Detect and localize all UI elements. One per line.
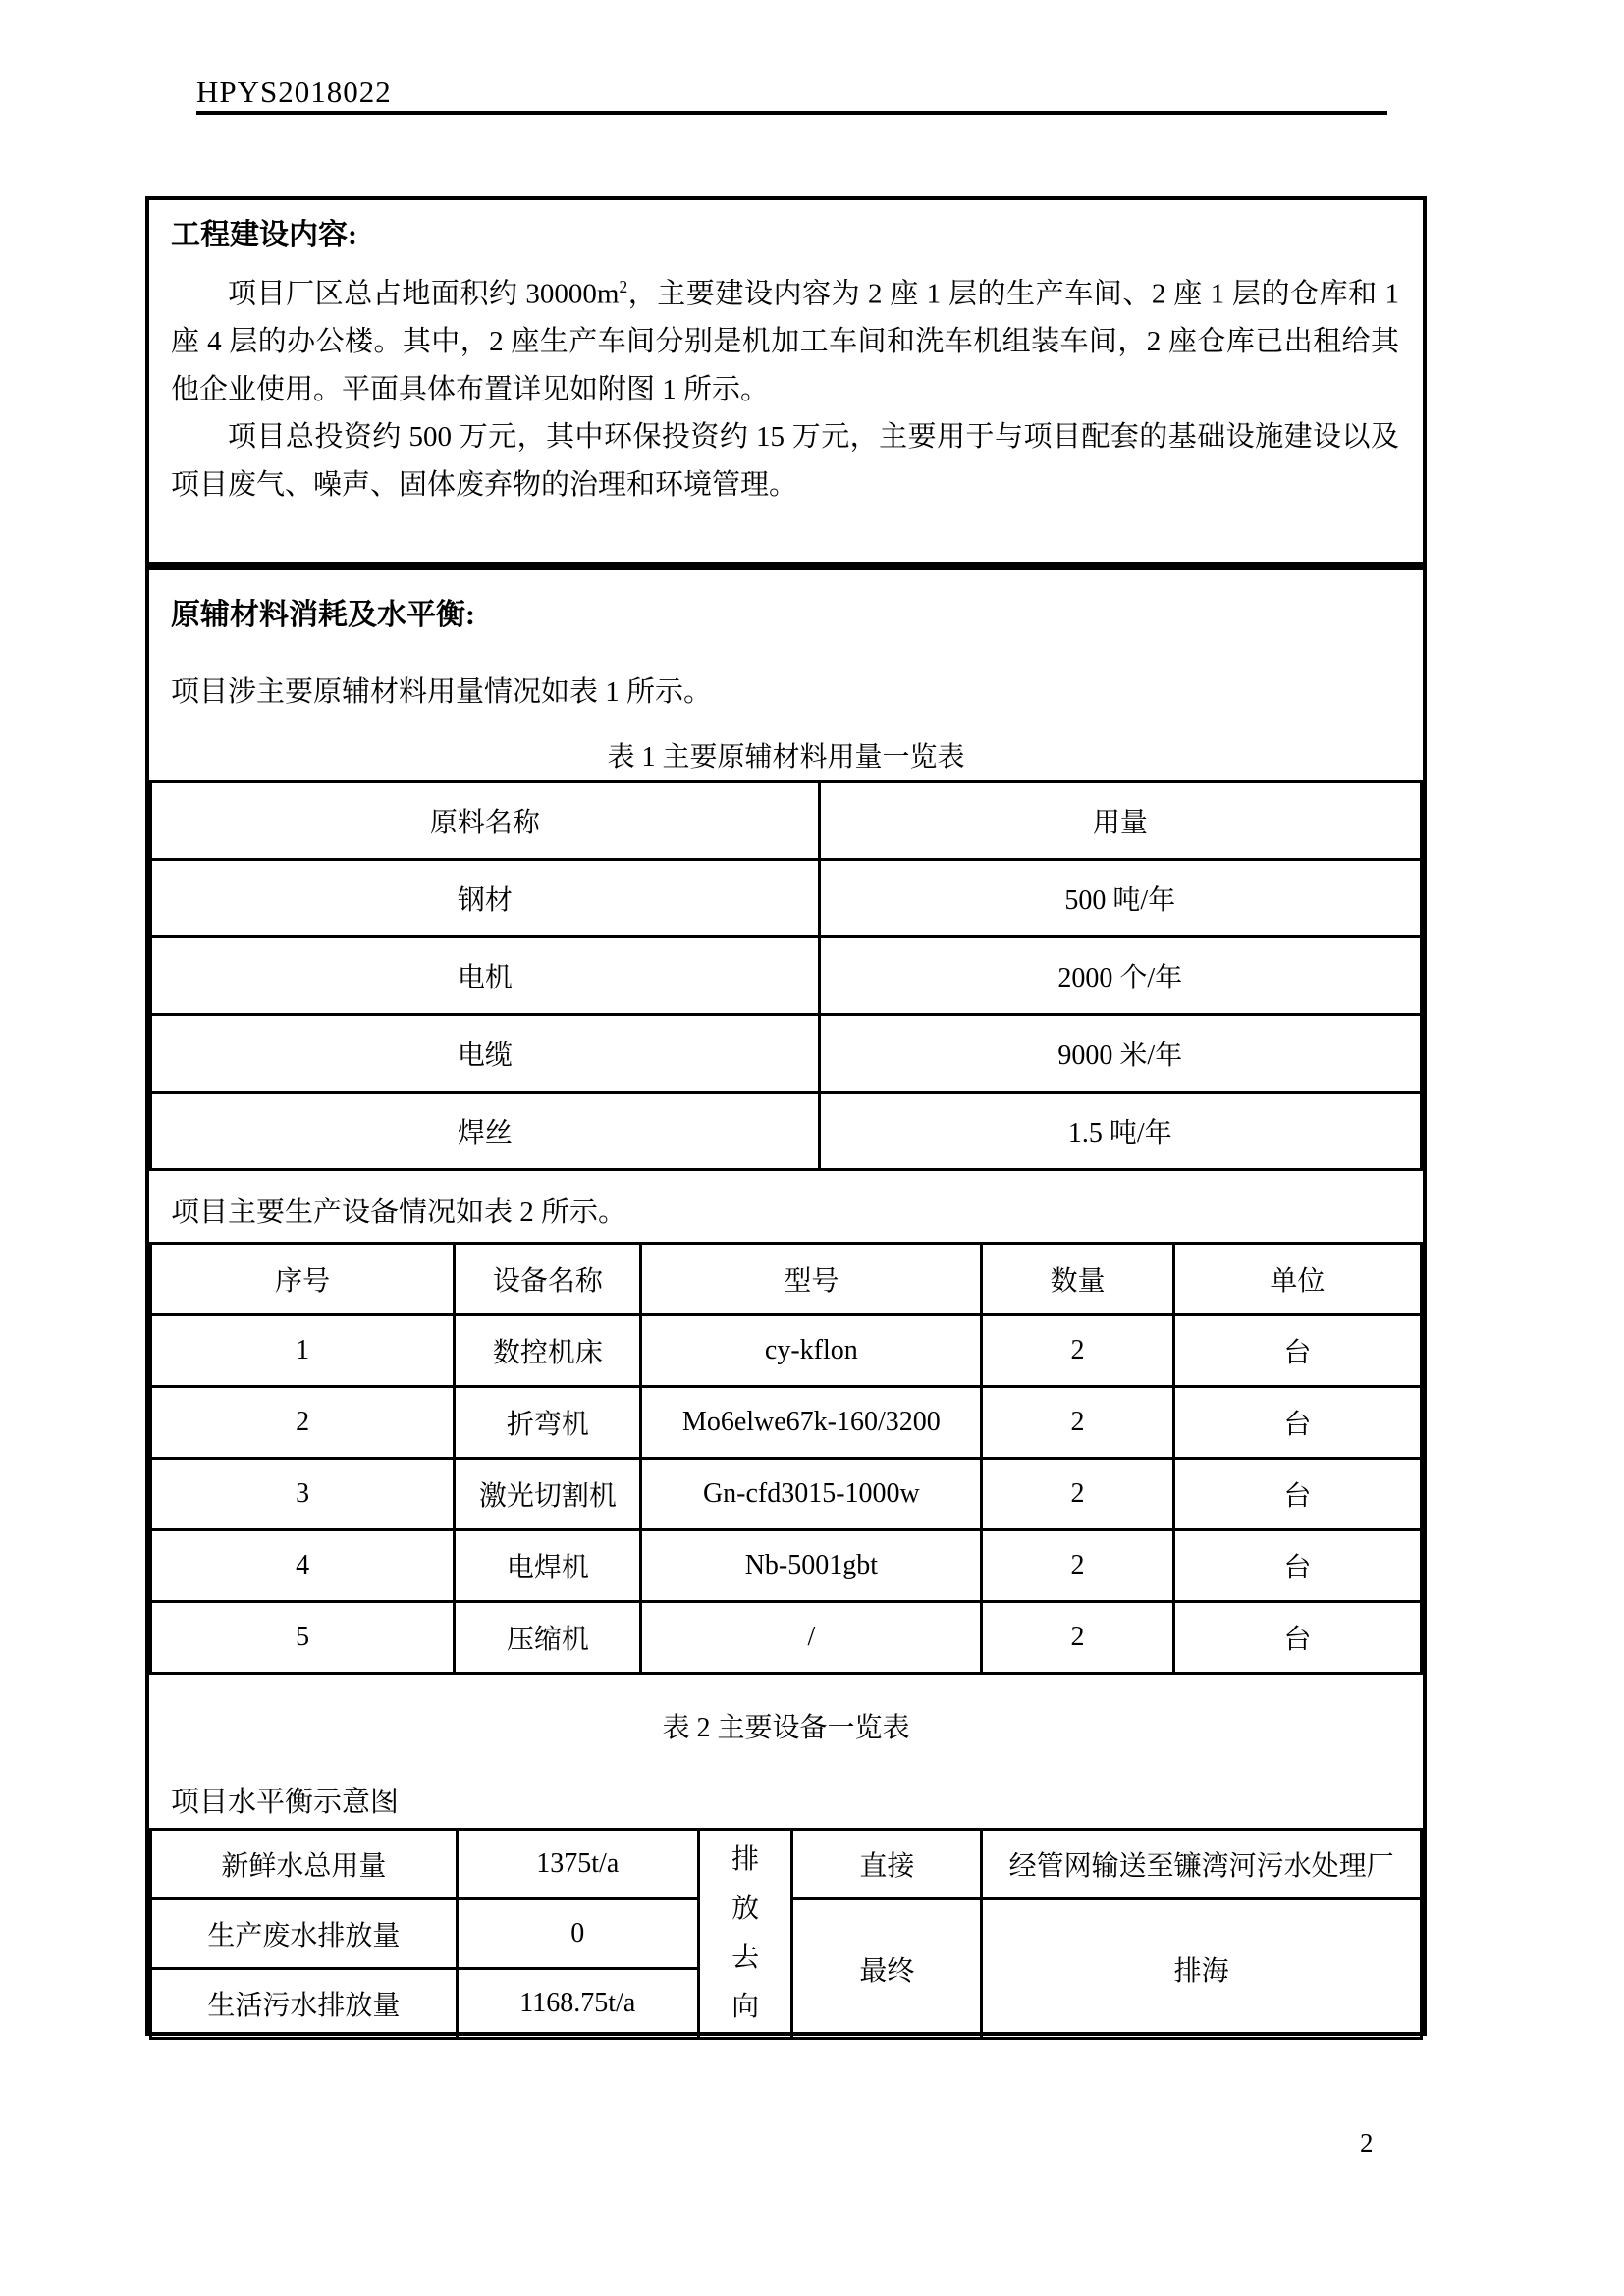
equipment-unit: 台 bbox=[1173, 1387, 1421, 1459]
col-header-unit: 单位 bbox=[1173, 1244, 1421, 1315]
col-header-device: 设备名称 bbox=[455, 1244, 641, 1315]
equipment-index: 4 bbox=[151, 1530, 455, 1602]
col-header-quantity: 数量 bbox=[982, 1244, 1173, 1315]
document-code: HPYS2018022 bbox=[196, 75, 392, 109]
col-header-model: 型号 bbox=[641, 1244, 982, 1315]
table-row bbox=[151, 1015, 1422, 1093]
table-materials bbox=[149, 780, 1423, 1171]
construction-paragraph-1 bbox=[171, 263, 1399, 413]
equipment-index: 3 bbox=[151, 1459, 455, 1530]
area-superscript: 2 bbox=[619, 277, 628, 296]
equipment-index: 5 bbox=[151, 1602, 455, 1674]
equipment-name: 电焊机 bbox=[455, 1530, 641, 1602]
equipment-model: cy-kflon bbox=[641, 1315, 982, 1387]
equipment-name: 折弯机 bbox=[455, 1387, 641, 1459]
table1-caption: 表 1 主要原辅材料用量一览表 bbox=[607, 742, 965, 773]
table-row bbox=[151, 860, 1422, 937]
equipment-unit: 台 bbox=[1173, 1459, 1421, 1530]
col-header-material: 原料名称 bbox=[151, 782, 820, 860]
equipment-name: 压缩机 bbox=[455, 1602, 641, 1674]
table-row bbox=[151, 1387, 1422, 1459]
material-usage: 1.5 吨/年 bbox=[819, 1093, 1421, 1170]
construction-paragraph-2: 项目总投资约 500 万元，其中环保投资约 15 万元，主要用于与项目配套的基础设施建设以及项目废气、噪声、固体废弃物的治理和环境管理。 bbox=[171, 421, 1399, 501]
table-row bbox=[151, 1315, 1422, 1387]
discharge-final-label: 最终 bbox=[792, 1899, 982, 2039]
section-materials-water bbox=[145, 566, 1427, 2036]
equipment-name: 数控机床 bbox=[455, 1315, 641, 1387]
table-equipment-header-row bbox=[151, 1244, 1422, 1315]
material-name: 电缆 bbox=[151, 1015, 820, 1093]
equipment-unit: 台 bbox=[1173, 1315, 1421, 1387]
equipment-unit: 台 bbox=[1173, 1602, 1421, 1674]
table-row bbox=[151, 1459, 1422, 1530]
equipment-model: / bbox=[641, 1602, 982, 1674]
discharge-direction-text: 排放去向 bbox=[731, 1844, 760, 2022]
equipment-index: 1 bbox=[151, 1315, 455, 1387]
equipment-quantity: 2 bbox=[982, 1315, 1173, 1387]
header-rule bbox=[196, 111, 1387, 115]
water-item-value: 0 bbox=[457, 1899, 698, 1969]
paragraph-1-text-cont: ，主要建设内容为 2 座 1 层的生产车间、2 座 1 层的仓库和 1 座 4 层的办公楼。其中，2 座生产车间分别是机加工车间和洗车机组装车间，2 座仓库已出租给其他企业使用。平面具体布置详见如附图 1 所示。 bbox=[171, 278, 1399, 405]
page-number: 2 bbox=[1360, 2128, 1374, 2158]
table-row bbox=[151, 1602, 1422, 1674]
discharge-direction-header bbox=[698, 1830, 792, 2039]
material-name: 电机 bbox=[151, 937, 820, 1015]
water-item-value: 1168.75t/a bbox=[457, 1969, 698, 2039]
equipment-model: Nb-5001gbt bbox=[641, 1530, 982, 1602]
equipment-model: Gn-cfd3015-1000w bbox=[641, 1459, 982, 1530]
table-water-balance bbox=[149, 1828, 1423, 2040]
equipment-quantity: 2 bbox=[982, 1530, 1173, 1602]
equipment-quantity: 2 bbox=[982, 1459, 1173, 1530]
equipment-name: 激光切割机 bbox=[455, 1459, 641, 1530]
paragraph-1-text: 项目厂区总占地面积约 30000m bbox=[228, 278, 620, 310]
table-equipment bbox=[149, 1242, 1423, 1675]
materials-intro: 项目涉主要原辅材料用量情况如表 1 所示。 bbox=[171, 676, 713, 708]
equipment-quantity: 2 bbox=[982, 1602, 1173, 1674]
section-materials-heading: 原辅材料消耗及水平衡: bbox=[171, 599, 475, 631]
material-name: 焊丝 bbox=[151, 1093, 820, 1170]
discharge-direct-value: 经管网输送至镰湾河污水处理厂 bbox=[982, 1830, 1422, 1899]
water-item-label: 生产废水排放量 bbox=[151, 1899, 458, 1969]
col-header-usage: 用量 bbox=[819, 782, 1421, 860]
equipment-unit: 台 bbox=[1173, 1530, 1421, 1602]
equipment-index: 2 bbox=[151, 1387, 455, 1459]
equipment-quantity: 2 bbox=[982, 1387, 1173, 1459]
material-usage: 2000 个/年 bbox=[819, 937, 1421, 1015]
equipment-intro: 项目主要生产设备情况如表 2 所示。 bbox=[171, 1197, 627, 1228]
equipment-model: Mo6elwe67k-160/3200 bbox=[641, 1387, 982, 1459]
water-item-value: 1375t/a bbox=[457, 1830, 698, 1899]
table-materials-header-row bbox=[151, 782, 1422, 860]
table-row bbox=[151, 1530, 1422, 1602]
material-name: 钢材 bbox=[151, 860, 820, 937]
section-construction-heading: 工程建设内容: bbox=[171, 219, 357, 251]
water-item-label: 新鲜水总用量 bbox=[151, 1830, 458, 1899]
water-balance-heading: 项目水平衡示意图 bbox=[171, 1787, 400, 1818]
table-row bbox=[151, 1830, 1422, 1899]
discharge-final-value: 排海 bbox=[982, 1899, 1422, 2039]
col-header-index: 序号 bbox=[151, 1244, 455, 1315]
water-item-label: 生活污水排放量 bbox=[151, 1969, 458, 2039]
table2-caption: 表 2 主要设备一览表 bbox=[662, 1713, 910, 1743]
material-usage: 500 吨/年 bbox=[819, 860, 1421, 937]
section-construction bbox=[145, 196, 1427, 566]
table-row bbox=[151, 1093, 1422, 1170]
material-usage: 9000 米/年 bbox=[819, 1015, 1421, 1093]
table-row bbox=[151, 937, 1422, 1015]
discharge-direct-label: 直接 bbox=[792, 1830, 982, 1899]
